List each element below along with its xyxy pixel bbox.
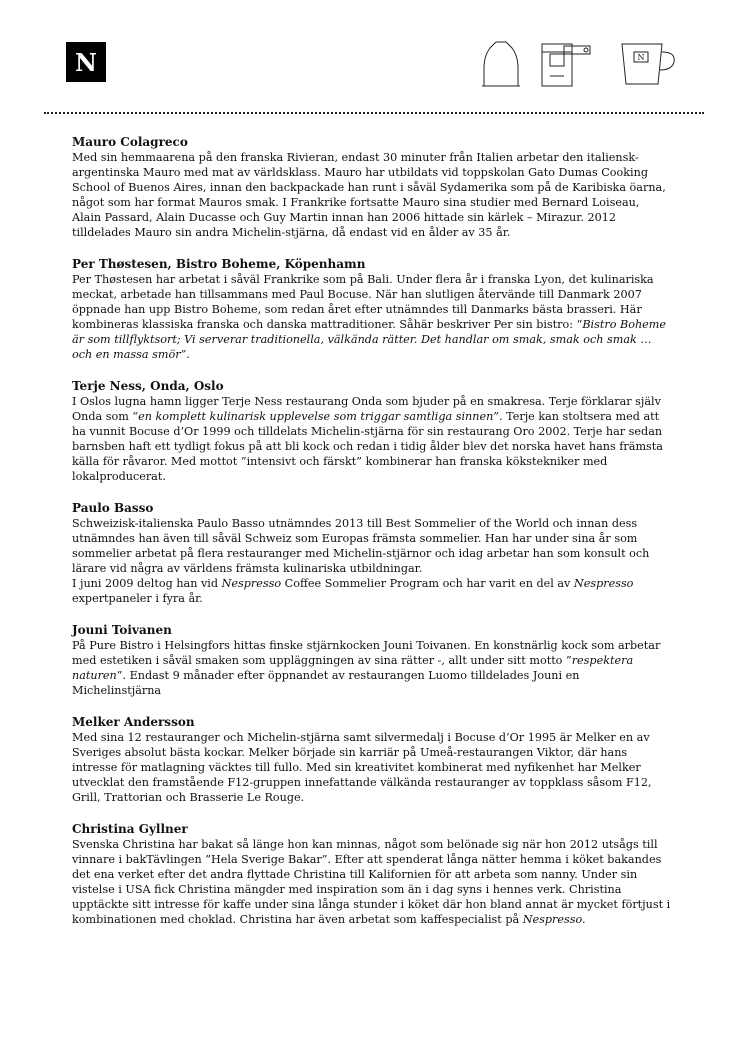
- bio-text: Med sina 12 restauranger och Michelin-stjärna samt silvermedalj i Bocuse d’Or 1995 är Melker en av Sveriges absolut bästa kockar. Melker började sin karriär på Umeå-restaurangen Viktor, där hans intresse för matlagning väcktes till fullo. Med sin kreativitet kombinerat med nyfikenhet har Melker utvecklat den framstående F12-gruppen innefattande välkända restauranger av toppklass såsom F12, Grill, Trattorian och Brasserie Le Rouge.: [72, 731, 652, 804]
- chef-section: [72, 135, 672, 240]
- logo-letter: N: [75, 47, 97, 77]
- header-icons: [480, 38, 680, 88]
- bio-text: . Terje kan stoltsera med att ha vunnit Bocuse d’Or 1999 och tilldelats Michelin-stjärna för sin restaurang Oro 2002. Terje har sedan barnsben haft ett tydligt fokus på att bli kock och redan i tidig ålder blev det norska havet hans främsta källa för råvaror. Med mottot ”intensivt och färskt” kombinerar han franska kökstekniker med lokalproducerat.: [72, 410, 663, 483]
- chef-name-heading: Paulo Basso: [72, 501, 154, 515]
- italic-text: Nespresso: [573, 577, 634, 590]
- bio-text: Schweizisk-italienska Paulo Basso utnämndes 2013 till Best Sommelier of the World och innan dess utnämndes han även till såväl Schweiz som Europas främsta sommelier. Han har under sina år som sommelier arbetat på flera restauranger med Michelin-stjärnor och idag arbetar han som konsult och lärare vid några av världens främsta kulinariska utbildningar.: [72, 517, 650, 575]
- bio-text: Per Thøstesen har arbetat i såväl Frankrike som på Bali. Under flera år i franska Lyon, det kulinariska meckat, arbetade han tillsammans med Paul Bocuse. När han slutligen återvände till Danmark 2007 öppnade han upp Bistro Boheme, som redan året efter utnämndes till Danmarks bästa brasseri. Här kombineras klassiska franska och danska mattraditioner. Såhär beskriver Per sin bistro: “: [72, 273, 654, 331]
- chef-section: [72, 379, 672, 484]
- chef-bio-paragraph: [72, 272, 672, 362]
- bio-text: I Oslos lugna hamn ligger Terje Ness restaurang Onda som bjuder på en smakresa. Terje förklarar själv Onda som: [72, 395, 661, 423]
- bio-text: Coffee Sommelier Program och har varit en del av: [281, 577, 574, 590]
- chef-section: [72, 822, 672, 927]
- chef-bio-paragraph: [72, 576, 672, 606]
- bio-text: I juni 2009 deltog han vid: [72, 577, 222, 590]
- chef-name-heading: Mauro Colagreco: [72, 135, 188, 149]
- capsule-icon: [482, 42, 520, 86]
- chef-bio-paragraph: [72, 150, 672, 240]
- bio-text: expertpaneler i fyra år.: [72, 592, 203, 605]
- chef-name-heading: Jouni Toivanen: [72, 623, 172, 637]
- bio-text: ”. Endast 9 månader efter öppnandet av restaurangen Luomo tilldelades Jouni en Michelinstjärna: [72, 669, 580, 697]
- bio-text: På Pure Bistro i Helsingfors hittas finske stjärnkocken Jouni Toivanen. En konstnärlig kock som arbetar med estetiken i såväl smaken som uppläggningen av sina rätter -, allt under sitt motto ”: [72, 639, 661, 667]
- coffee-machine-icon: [542, 44, 590, 86]
- italic-text: “en komplett kulinarisk upplevelse som triggar samtliga sinnen”: [132, 410, 500, 423]
- chef-name-heading: Melker Andersson: [72, 715, 195, 729]
- cup-badge: N: [637, 53, 645, 62]
- coffee-cup-icon: [622, 44, 674, 84]
- italic-text: Bistro Boheme är som tillflyktsort; Vi serverar traditionella, välkända rätter. Det handlar om smak, smak och smak … och en massa smör”.: [72, 318, 667, 361]
- italic-text: Nespresso.: [522, 913, 586, 926]
- chef-name-heading: Christina Gyllner: [72, 822, 188, 836]
- bio-text: Svenska Christina har bakat så länge hon kan minnas, något som belönade sig när hon 2012 utsågs till vinnare i bakTävlingen ”Hela Sverige Bakar”. Efter att spenderat långa nätter hemma i köket bakandes det ena verket efter det andra flyttade Christina till Kalifornien för att arbeta som nanny. Under sin vistelse i USA fick Christina mängder med inspiration som än i dag syns i hennes verk. Christina upptäckte sitt intresse för kaffe under sina långa stunder i köket där hon bland annat är mycket förtjust i kombinationen med choklad. Christina har även arbetat som kaffespecialist på: [72, 838, 671, 926]
- chef-section: [72, 715, 672, 805]
- chef-section: [72, 257, 672, 362]
- chef-bio-paragraph: [72, 837, 672, 927]
- chef-bio-paragraph: [72, 394, 672, 484]
- italic-text: respektera naturen: [72, 654, 634, 682]
- dotted-divider: [44, 112, 704, 114]
- chef-bio-paragraph: [72, 730, 672, 805]
- chef-section: [72, 623, 672, 698]
- chef-section: [72, 501, 672, 606]
- bio-text: Med sin hemmaarena på den franska Rivieran, endast 30 minuter från Italien arbetar den italiensk-argentinska Mauro med mat av världsklass. Mauro har utbildats vid toppskolan Gato Dumas Cooking School of Buenos Aires, innan den backpackade han runt i såväl Sydamerika som på de Karibiska öarna, något som har format Mauros smak. I Frankrike fortsatte Mauro sina studier med Bernard Loiseau, Alain Passard, Alain Ducasse och Guy Martin innan han 2006 hittade sin kärlek – Mirazur. 2012 tilldelades Mauro sin andra Michelin-stjärna, då endast vid en ålder av 35 år.: [72, 151, 666, 239]
- chef-bios: [72, 135, 672, 944]
- italic-text: Nespresso: [221, 577, 282, 590]
- chef-name-heading: Per Thøstesen, Bistro Boheme, Köpenhamn: [72, 257, 366, 271]
- chef-name-heading: Terje Ness, Onda, Oslo: [72, 379, 224, 393]
- chef-bio-paragraph: [72, 516, 672, 576]
- nespresso-logo: [66, 42, 106, 82]
- chef-bio-paragraph: [72, 638, 672, 698]
